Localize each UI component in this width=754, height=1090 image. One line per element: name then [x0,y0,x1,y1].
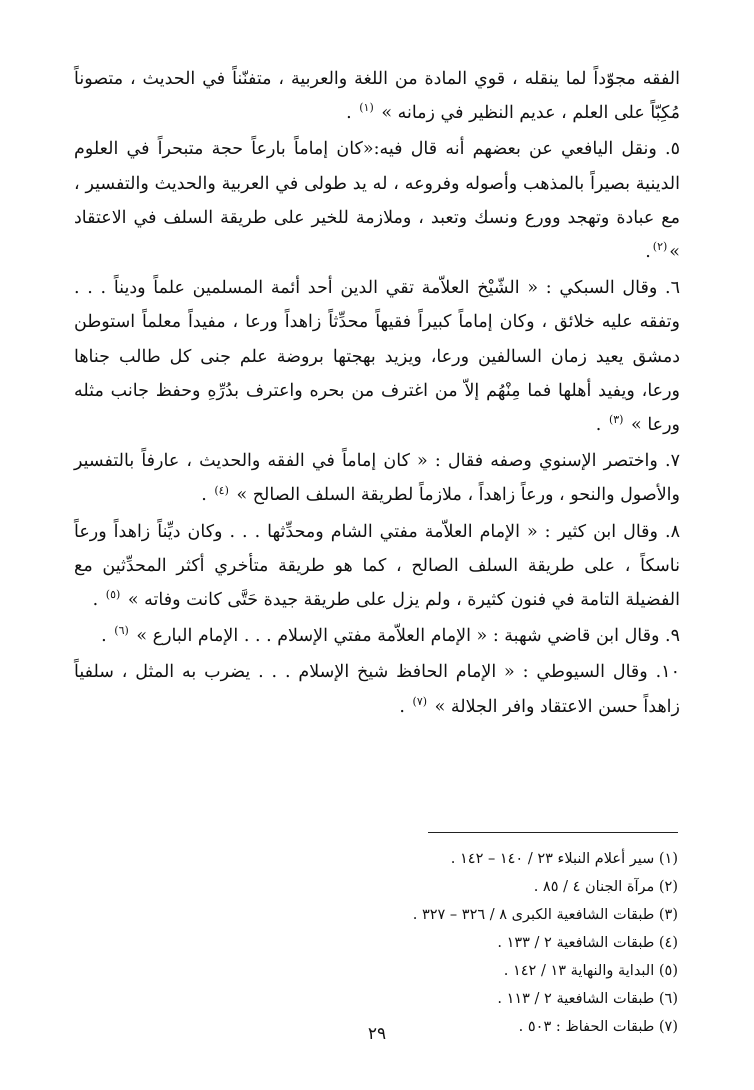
footnote-ref: (٤) [214,483,229,497]
page-number: ٢٩ [367,1024,387,1044]
footnote-divider [428,832,678,833]
footnote-ref: (١) [359,101,374,115]
main-text [74,62,680,726]
footnote: (٧) طبقات الحفاظ : ٥٠٣ . [518,1019,678,1035]
footnotes [278,845,678,1041]
footnote: (٦) طبقات الشافعية ٢ / ١١٣ . [497,991,678,1007]
footnote-ref: (٥) [105,588,121,602]
footnote-ref: (٢) [652,240,668,254]
item-number: ٦. [665,278,680,299]
paragraph: ٨. وقال ابن كثير : « الإمام العلاّمة مفتي الشام ومحدِّثها . . . وكان ديِّناً زاهداً ورعاً ناسكاً ، على طريقة السلف الصالح ، كما هو طريقة متأخري أكثر المحدِّثين مع الفضيلة التامة في فنون كثيرة ، ولم يزل على طريقة جيدة حَتَّى كانت وفاته » $^{(٥)}$ . [74,521,680,611]
footnote: (٤) طبقات الشافعية ٢ / ١٣٣ . [497,935,678,951]
paragraph: ٧. واختصر الإسنوي وصفه فقال : « كان إماماً في الفقه والحديث ، عارفاً بالتفسير والأصول والنحو ، ورعاً زاهداً ، ملازماً لطريقة السلف الصالح » $^{(٤)}$ . [74,451,680,506]
paragraph: ١٠. وقال السيوطي : « الإمام الحافظ شيخ الإسلام . . . يضرب به المثل ، سلفياً زاهداً حسن الاعتقاد وافر الجلالة » $^{(٧)}$ . [74,662,680,717]
footnote-ref: (٧) [412,694,428,708]
footnote: (٢) مرآة الجنان ٤ / ٨٥ . [533,879,678,895]
footnote: (١) سير أعلام النبلاء ٢٣ / ١٤٠ – ١٤٢ . [450,851,678,867]
paragraph: ٦. وقال السبكي : « الشّيْخ العلاّمة تقي الدين أحد أئمة المسلمين علماً وديناً . . . وتفقه عليه خلائق ، وكان إماماً كبيراً فقيهاً محدِّثاً زاهداً ورعا ، مفيداً معلماً استوطن دمشق يعيد زمان السالفين ورعا، ويزيد بهجتها بروضة علم جنى كل طالب جناها ورعا، ويفيد أهلها فما مِنْهُم إلاّ من اغترف من بحره واعترف بدُرِّهِ وحفظ جانب مثله ورعا » $^{(٣)}$ . [74,278,680,436]
item-number: ٥. [665,139,680,160]
item-number: ١٠. [655,662,680,683]
item-number: ٩. [665,626,680,647]
footnote: (٥) البداية والنهاية ١٣ / ١٤٢ . [503,963,678,979]
item-number: ٧. [665,451,680,472]
footnote-ref: (٦) [114,624,129,638]
paragraph: ٩. وقال ابن قاضي شهبة : « الإمام العلاّمة مفتي الإسلام . . . الإمام البارع » $^{(٦)}$ . [101,624,680,647]
footnote: (٣) طبقات الشافعية الكبرى ٨ / ٣٢٦ – ٣٢٧ . [412,907,678,923]
paragraph: الفقه مجوّداً لما ينقله ، قوي المادة من اللغة والعربية ، متفنّناً في الحديث ، متصوناً مُكِبّاً على العلم ، عديم النظير في زمانه » $^{(١)}$ . [74,69,680,124]
paragraph: ٥. ونقل اليافعي عن بعضهم أنه قال فيه:«كان إماماً بارعاً حجة متبحراً في العلوم الدينية بصيراً بالمذهب وأصوله وفروعه ، له يد طولى في العربية والحديث والتفسير ، مع عبادة وتهجد وورع ونسك وتعبد ، وملازمة للخير على طريقة السلف في الاعتقاد »$^{(٢)}$. [74,139,680,263]
item-number: ٨. [665,521,680,542]
footnote-ref: (٣) [608,413,624,427]
